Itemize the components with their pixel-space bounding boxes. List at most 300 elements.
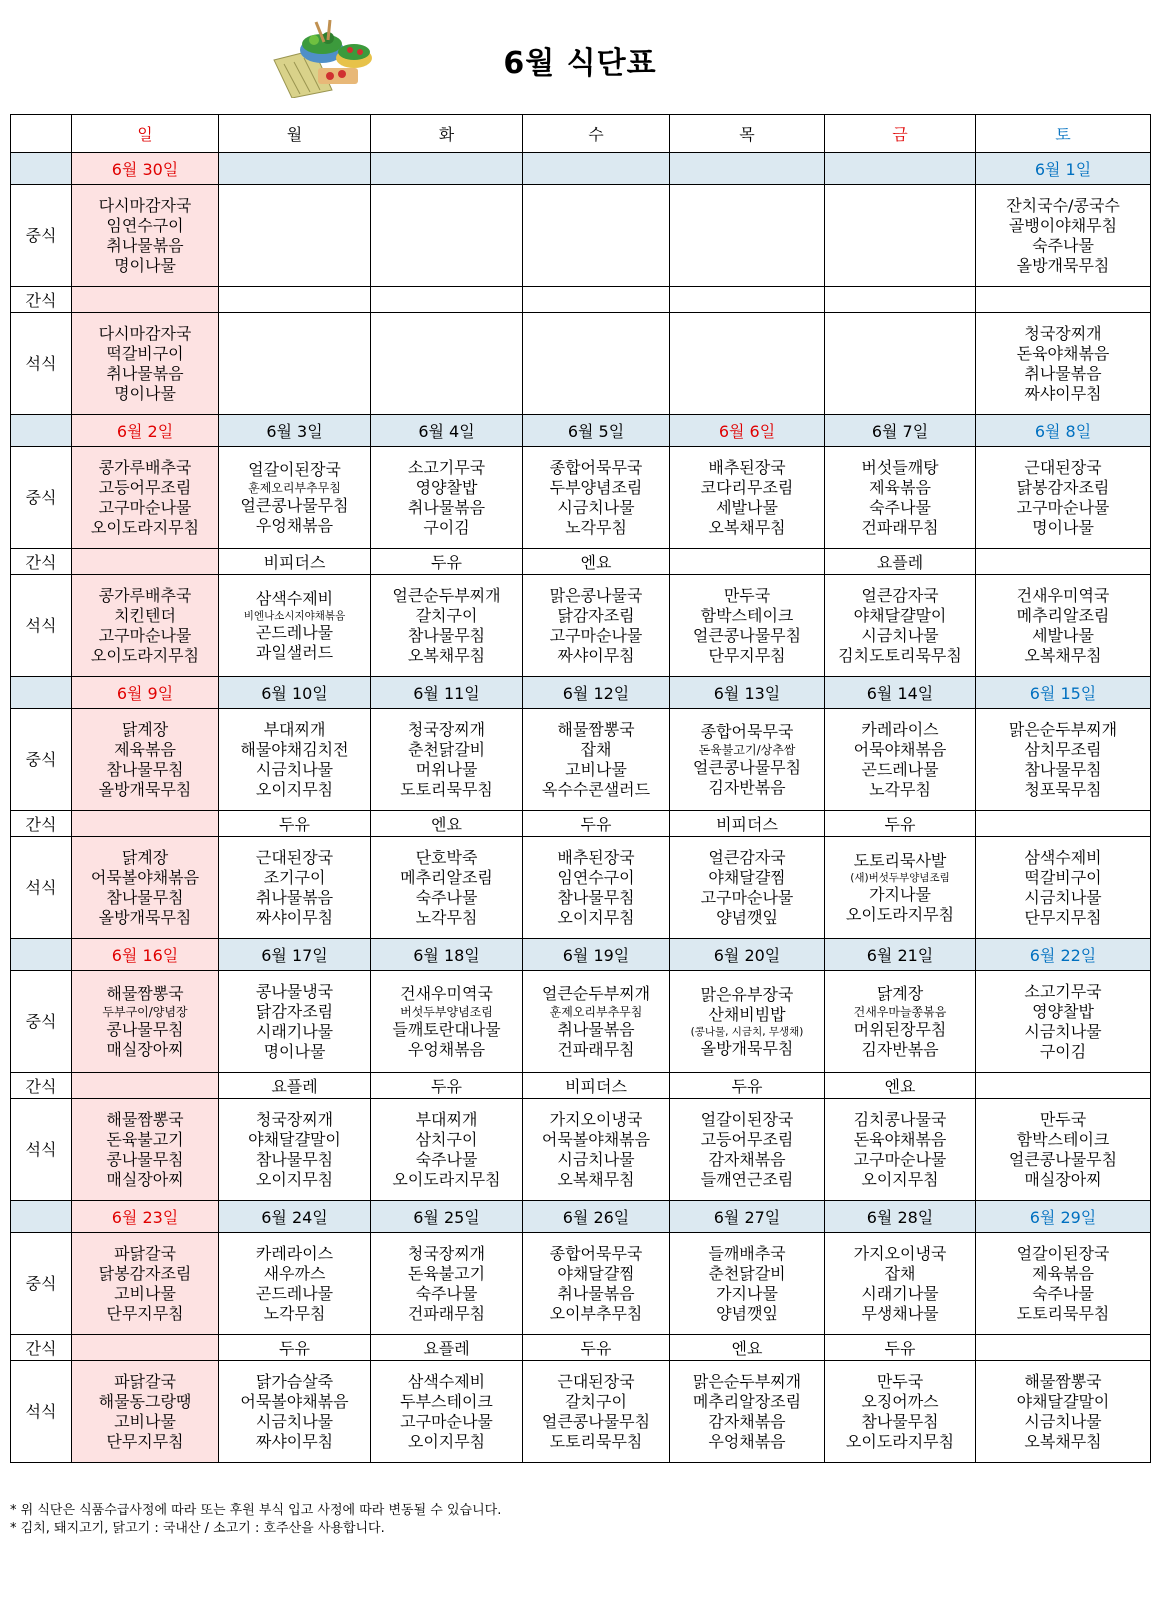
day-header-sun: 일 [72, 115, 219, 153]
menu-item: 새우까스 [263, 1263, 326, 1283]
day-header-wed: 수 [523, 115, 670, 153]
menu-item: 오이도라지무침 [845, 904, 955, 924]
menu-item: 짜샤이무침 [255, 907, 334, 927]
snack-cell [72, 549, 219, 575]
snack-cell [523, 1335, 670, 1361]
menu-item: 제육볶음 [114, 739, 176, 759]
date-text: 6월 14일 [866, 684, 934, 703]
snack-cell [825, 549, 976, 575]
menu-item: 종합어묵무국 [549, 1243, 643, 1263]
menu-item: 숙주나물 [1032, 1283, 1094, 1303]
menu-item: 어묵야채볶음 [853, 739, 947, 759]
menu-item: 도토리묵무침 [400, 779, 493, 799]
date-cell [72, 415, 219, 447]
menu-item: 취나물볶음 [407, 497, 486, 517]
menu-item: 고구마순나물 [853, 1149, 947, 1169]
lunch-cell [219, 971, 371, 1073]
snack-row [11, 287, 1151, 313]
footnote: * 위 식단은 식품수급사정에 따라 또는 후원 부식 입고 사정에 따라 변동될 수 있습니다. [10, 1503, 502, 1518]
menu-item: 콩나물냉국 [255, 981, 334, 1001]
menu-item: 어묵볼야채볶음 [541, 1129, 651, 1149]
date-label-cell [11, 677, 72, 709]
menu-item: 닭가슴살죽 [255, 1371, 334, 1391]
snack-item: 두유 [431, 1077, 462, 1096]
lunch-cell [976, 185, 1151, 287]
menu-item: 얼큰콩나물무침 [692, 757, 802, 777]
date-cell [825, 939, 976, 971]
date-cell [72, 1201, 219, 1233]
snack-cell [976, 287, 1151, 313]
snack-row-label: 간식 [11, 1335, 72, 1361]
menu-item: 단무지무침 [106, 1431, 184, 1451]
menu-item: 얼큰감자국 [708, 847, 786, 867]
menu-item: 카레라이스 [861, 719, 939, 739]
menu-item: 파닭갈국 [114, 1371, 176, 1391]
date-cell [670, 153, 825, 185]
menu-item: 만두국 [1039, 1109, 1087, 1129]
menu-item: 감자채볶음 [708, 1411, 786, 1431]
dinner-row [11, 837, 1151, 939]
snack-row [11, 549, 1151, 575]
menu-item: 청포묵무침 [1024, 779, 1102, 799]
day-header-mon: 월 [219, 115, 371, 153]
menu-item: 닭계장 [121, 719, 169, 739]
menu-item: 삼색수제비 [407, 1371, 486, 1391]
menu-item: 매실장아찌 [106, 1039, 184, 1059]
menu-item: 골뱅이야채무침 [1008, 215, 1118, 235]
day-header-row [11, 115, 1151, 153]
menu-item: 시금치나물 [557, 497, 635, 517]
date-cell [523, 1201, 670, 1233]
menu-item: 함박스테이크 [1016, 1129, 1110, 1149]
menu-item: 옥수수콘샐러드 [541, 779, 651, 799]
menu-item: 어묵볼야채볶음 [240, 1391, 349, 1411]
menu-item: 건새우마늘쫑볶음 [853, 1004, 947, 1019]
menu-item: 감자채볶음 [708, 1149, 786, 1169]
menu-item: 떡갈비구이 [106, 343, 184, 363]
menu-item: 머위나물 [415, 759, 478, 779]
date-label-cell [11, 415, 72, 447]
menu-item: 오복채무침 [708, 517, 786, 537]
menu-item: 참나물무침 [255, 1149, 334, 1169]
menu-item: 잡채 [580, 739, 612, 759]
menu-item: 야채달걀말이 [853, 605, 947, 625]
menu-item: 어묵볼야채볶음 [90, 867, 200, 887]
snack-item: 두유 [431, 553, 462, 572]
lunch-cell [371, 447, 523, 549]
snack-cell [371, 1335, 523, 1361]
date-label-cell [11, 153, 72, 185]
menu-item: 메추리알장조림 [692, 1391, 802, 1411]
snack-cell [371, 1073, 523, 1099]
lunch-row-label: 중식 [11, 1233, 72, 1335]
menu-item: 임연수구이 [106, 215, 184, 235]
snack-item: 두유 [279, 1339, 310, 1358]
menu-item: 만두국 [723, 585, 771, 605]
dinner-cell [825, 1361, 976, 1463]
dinner-cell [219, 837, 371, 939]
dinner-row-label: 석식 [11, 1361, 72, 1463]
menu-item: 고구마순나물 [700, 887, 794, 907]
date-text: 6월 5일 [567, 422, 625, 441]
menu-item: 양념깻잎 [716, 1303, 778, 1323]
menu-item: 오이도라지무침 [90, 645, 200, 665]
menu-item: 두부구이/양념장 [102, 1004, 188, 1019]
menu-item: 춘천닭갈비 [708, 1263, 786, 1283]
menu-item: 올방개묵무침 [700, 1038, 794, 1058]
date-cell [219, 677, 371, 709]
menu-item: 얼큰콩나물무침 [240, 495, 349, 515]
date-text: 6월 25일 [413, 1208, 480, 1227]
snack-cell [371, 287, 523, 313]
corner-cell [11, 115, 72, 153]
menu-item: 영양찰밥 [415, 477, 478, 497]
menu-item: 삼치구이 [415, 1129, 478, 1149]
lunch-cell [523, 709, 670, 811]
date-cell [219, 415, 371, 447]
snack-row-label: 간식 [11, 287, 72, 313]
snack-cell [670, 811, 825, 837]
date-text: 6월 30일 [111, 160, 179, 179]
date-cell [219, 153, 371, 185]
menu-item: 메추리알조림 [1016, 605, 1110, 625]
menu-item: 맑은순두부찌개 [692, 1371, 802, 1391]
menu-item: 오복채무침 [557, 1169, 635, 1189]
snack-item: 엔요 [580, 553, 612, 572]
snack-cell [371, 549, 523, 575]
dinner-cell [670, 837, 825, 939]
menu-item: 오이지무침 [255, 779, 334, 799]
lunch-cell [670, 971, 825, 1073]
menu-item: 명이나물 [263, 1041, 326, 1061]
snack-item: 엔요 [884, 1077, 916, 1096]
dinner-cell [219, 1099, 371, 1201]
menu-item: 고비나물 [565, 759, 627, 779]
menu-item: 맑은유부장국 [700, 984, 794, 1004]
date-cell [371, 153, 523, 185]
snack-cell [825, 1335, 976, 1361]
menu-item: 건파래무침 [407, 1303, 486, 1323]
date-cell [371, 415, 523, 447]
menu-item: 잡채 [884, 1263, 916, 1283]
dinner-cell [72, 575, 219, 677]
menu-item: 고구마순나물 [400, 1411, 493, 1431]
snack-cell [825, 287, 976, 313]
menu-item: 참나물무침 [1024, 759, 1102, 779]
menu-item: 짜샤이무침 [255, 1431, 334, 1451]
menu-item: 닭감자조림 [557, 605, 635, 625]
date-cell [825, 153, 976, 185]
menu-item: 훈제오리부추무침 [549, 1004, 643, 1019]
menu-item: 짜샤이무침 [1024, 383, 1102, 403]
menu-item: 노각무침 [263, 1303, 326, 1323]
menu-item: 시금치나물 [255, 759, 334, 779]
menu-item: 영양찰밥 [1032, 1001, 1094, 1021]
dinner-row [11, 575, 1151, 677]
menu-item: 세발나물 [716, 497, 778, 517]
menu-item: 올방개묵무침 [1016, 255, 1110, 275]
menu-item: 단무지무침 [106, 1303, 184, 1323]
menu-item: 떡갈비구이 [1024, 867, 1102, 887]
menu-item: 양념깻잎 [716, 907, 778, 927]
dinner-cell [523, 1361, 670, 1463]
menu-item: 청국장찌개 [407, 719, 486, 739]
menu-item: 시래기나물 [255, 1021, 334, 1041]
date-cell [72, 677, 219, 709]
menu-item: 과일샐러드 [255, 642, 334, 662]
menu-item: 도토리묵무침 [1016, 1303, 1110, 1323]
date-text: 6월 17일 [261, 946, 328, 965]
date-row [11, 415, 1151, 447]
menu-item: 참나물무침 [557, 887, 635, 907]
snack-cell [976, 811, 1151, 837]
day-header-sat: 토 [976, 115, 1151, 153]
menu-item: 야채달걀찜 [708, 867, 786, 887]
snack-item: 엔요 [731, 1339, 763, 1358]
menu-item: 들깨연근조림 [700, 1169, 794, 1189]
menu-item: 김자반볶음 [708, 777, 786, 797]
menu-item: 고구마순나물 [1016, 497, 1110, 517]
snack-cell [523, 1073, 670, 1099]
date-cell [670, 1201, 825, 1233]
dinner-cell [371, 1361, 523, 1463]
menu-item: (콩나물, 시금치, 무생채) [690, 1025, 804, 1038]
lunch-cell [72, 185, 219, 287]
dinner-cell [670, 1099, 825, 1201]
date-cell [371, 677, 523, 709]
menu-item: 고등어무조림 [98, 477, 192, 497]
menu-item: (새)버섯두부양념조림 [850, 871, 950, 884]
date-text: 6월 4일 [418, 422, 475, 441]
lunch-row [11, 1233, 1151, 1335]
menu-item: 참나물무침 [861, 1411, 939, 1431]
menu-item: 얼큰감자국 [861, 585, 939, 605]
day-header-tue: 화 [371, 115, 523, 153]
date-row [11, 153, 1151, 185]
menu-item: 명이나물 [114, 383, 176, 403]
snack-cell [670, 287, 825, 313]
snack-cell [523, 811, 670, 837]
menu-item: 들깨배추국 [708, 1243, 786, 1263]
date-label-cell [11, 1201, 72, 1233]
menu-item: 얼큰콩나물무침 [692, 625, 802, 645]
date-row [11, 677, 1151, 709]
menu-item: 노각무침 [565, 517, 627, 537]
menu-item: 닭계장 [876, 983, 924, 1003]
date-cell [825, 677, 976, 709]
dinner-cell [670, 575, 825, 677]
menu-item: 제육볶음 [869, 477, 931, 497]
dinner-cell [976, 837, 1151, 939]
menu-item: 건새우미역국 [400, 983, 493, 1003]
dinner-cell [976, 1099, 1151, 1201]
menu-item: 고구마순나물 [549, 625, 643, 645]
dinner-row [11, 1099, 1151, 1201]
menu-item: 두부양념조림 [549, 477, 643, 497]
menu-item: 종합어묵무국 [700, 721, 794, 741]
footnotes [10, 1502, 501, 1538]
menu-item: 가지나물 [716, 1283, 778, 1303]
menu-item: 배추된장국 [557, 847, 635, 867]
menu-item: 매실장아찌 [1024, 1169, 1102, 1189]
menu-item: 해물야채김치전 [240, 739, 349, 759]
menu-item: 종합어묵무국 [549, 457, 643, 477]
date-text: 6월 20일 [713, 946, 781, 965]
snack-cell [825, 1073, 976, 1099]
menu-item: 시금치나물 [1024, 1021, 1102, 1041]
menu-item: 오복채무침 [407, 645, 486, 665]
lunch-cell [825, 447, 976, 549]
date-label-cell [11, 939, 72, 971]
snack-row-label: 간식 [11, 811, 72, 837]
lunch-cell [825, 1233, 976, 1335]
day-header-thu: 목 [670, 115, 825, 153]
lunch-cell [371, 185, 523, 287]
menu-item: 가지오이냉국 [853, 1243, 947, 1263]
menu-item: 오이도라지무침 [90, 517, 200, 537]
menu-item: 취나물볶음 [1024, 363, 1102, 383]
menu-item: 얼갈이된장국 [700, 1109, 794, 1129]
menu-item: 숙주나물 [415, 1283, 478, 1303]
snack-item: 두유 [731, 1077, 763, 1096]
date-cell [670, 677, 825, 709]
dinner-cell [976, 1361, 1151, 1463]
menu-item: 오이지무침 [255, 1169, 334, 1189]
lunch-cell [523, 185, 670, 287]
menu-item: 김자반볶음 [861, 1039, 939, 1059]
menu-item: 김치도토리묵무침 [838, 645, 962, 665]
menu-item: 함박스테이크 [700, 605, 794, 625]
menu-item: 우엉채볶음 [407, 1039, 486, 1059]
menu-item: 버섯두부양념조림 [400, 1004, 493, 1019]
menu-item: 돈육불고기/상추쌈 [698, 742, 796, 757]
snack-item: 두유 [580, 815, 612, 834]
menu-item: 구이김 [423, 517, 470, 537]
date-cell [219, 1201, 371, 1233]
menu-item: 삼색수제비 [1024, 847, 1102, 867]
menu-item: 무생채나물 [861, 1303, 939, 1323]
snack-cell [219, 1073, 371, 1099]
snack-row-label: 간식 [11, 1073, 72, 1099]
date-text: 6월 8일 [1034, 422, 1092, 441]
menu-item: 닭봉감자조림 [98, 1263, 192, 1283]
menu-item: 얼큰콩나물무침 [541, 1411, 651, 1431]
menu-item: 우엉채볶음 [255, 515, 334, 535]
menu-item: 곤드레나물 [255, 622, 334, 642]
menu-item: 만두국 [876, 1371, 924, 1391]
footnote: * 김치, 돼지고기, 닭고기 : 국내산 / 소고기 : 호주산을 사용합니다. [10, 1521, 385, 1536]
menu-item: 청국장찌개 [407, 1243, 486, 1263]
snack-row [11, 811, 1151, 837]
snack-item: 비피더스 [716, 815, 778, 834]
date-text: 6월 28일 [866, 1208, 934, 1227]
menu-item: 닭감자조림 [255, 1001, 334, 1021]
lunch-cell [825, 185, 976, 287]
snack-row-label: 간식 [11, 549, 72, 575]
menu-item: 가지나물 [869, 884, 931, 904]
lunch-cell [670, 1233, 825, 1335]
menu-item: 근대된장국 [557, 1371, 635, 1391]
menu-item: 취나물볶음 [557, 1019, 635, 1039]
page-title: 6월 식단표 [503, 46, 657, 81]
snack-item: 요플레 [423, 1339, 470, 1358]
menu-item: 콩가루배추국 [98, 585, 192, 605]
menu-item: 청국장찌개 [1024, 323, 1102, 343]
date-cell [371, 939, 523, 971]
dinner-cell [72, 837, 219, 939]
dinner-cell [825, 313, 976, 415]
page-header [0, 0, 1160, 110]
snack-cell [976, 549, 1151, 575]
lunch-row-label: 중식 [11, 447, 72, 549]
menu-item: 시래기나물 [861, 1283, 939, 1303]
menu-item: 매실장아찌 [106, 1169, 184, 1189]
dinner-row-label: 석식 [11, 313, 72, 415]
menu-item: 제육볶음 [1032, 1263, 1094, 1283]
menu-item: 두부스테이크 [400, 1391, 493, 1411]
menu-item: 얼갈이된장국 [1016, 1243, 1110, 1263]
menu-item: 도토리묵무침 [549, 1431, 643, 1451]
dinner-cell [976, 313, 1151, 415]
lunch-cell [219, 1233, 371, 1335]
day-header-fri: 금 [825, 115, 976, 153]
menu-item: 오복채무침 [1024, 1431, 1102, 1451]
dinner-cell [523, 837, 670, 939]
menu-item: 오징어까스 [861, 1391, 939, 1411]
snack-cell [976, 1335, 1151, 1361]
menu-item: 시금치나물 [1024, 887, 1102, 907]
date-text: 6월 2일 [116, 422, 174, 441]
date-cell [523, 939, 670, 971]
menu-item: 춘천닭갈비 [407, 739, 486, 759]
date-text: 6월 10일 [261, 684, 328, 703]
date-cell [976, 1201, 1151, 1233]
menu-item: 곤드레나물 [861, 759, 939, 779]
menu-item: 메추리알조림 [400, 867, 493, 887]
date-text: 6월 24일 [261, 1208, 328, 1227]
snack-cell [371, 811, 523, 837]
snack-item: 두유 [884, 1339, 916, 1358]
snack-cell [72, 1335, 219, 1361]
menu-item: 짜샤이무침 [557, 645, 635, 665]
menu-item: 얼큰콩나물무침 [1008, 1149, 1118, 1169]
lunch-row [11, 709, 1151, 811]
menu-item: 곤드레나물 [255, 1283, 334, 1303]
menu-item: 오이지무침 [407, 1431, 486, 1451]
lunch-cell [976, 1233, 1151, 1335]
menu-item: 노각무침 [869, 779, 931, 799]
date-text: 6월 11일 [413, 684, 480, 703]
menu-item: 김치콩나물국 [853, 1109, 947, 1129]
dinner-cell [72, 313, 219, 415]
salad-bowl-icon [270, 18, 380, 98]
menu-item: 숙주나물 [869, 497, 931, 517]
lunch-cell [219, 185, 371, 287]
menu-item: 올방개묵무침 [98, 779, 192, 799]
date-cell [523, 415, 670, 447]
menu-item: 야채달걀찜 [557, 1263, 635, 1283]
dinner-cell [72, 1361, 219, 1463]
menu-item: 근대된장국 [1024, 457, 1102, 477]
date-cell [976, 677, 1151, 709]
snack-cell [670, 549, 825, 575]
snack-row [11, 1073, 1151, 1099]
menu-item: 훈제오리부추무침 [248, 480, 341, 495]
menu-item: 임연수구이 [557, 867, 635, 887]
menu-item: 고구마순나물 [98, 625, 192, 645]
lunch-cell [72, 971, 219, 1073]
snack-item: 엔요 [431, 815, 462, 834]
